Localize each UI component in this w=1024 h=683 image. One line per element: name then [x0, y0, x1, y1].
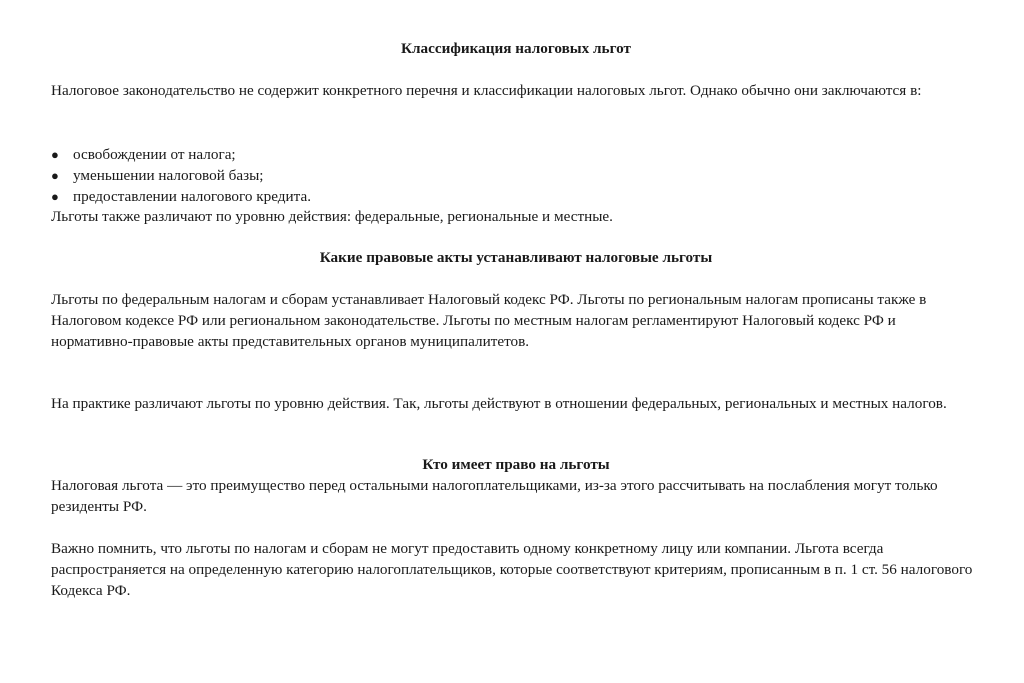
- definition-paragraph: Налоговая льгота — это преимущество перед остальными налогоплательщиками, из-за этого рассчитывать на послабления могут только резиденты РФ.: [51, 477, 938, 515]
- practice-paragraph: На практике различают льготы по уровню действия. Так, льготы действуют в отношении федеральных, региональных и местных налогов.: [51, 395, 947, 412]
- bullet-icon: ●: [51, 168, 59, 183]
- legal-acts-paragraph: Льготы по федеральным налогам и сборам устанавливает Налоговый кодекс РФ. Льготы по региональным налогам прописаны также в Налоговом кодексе РФ или региональном законодательстве. Льготы по местным налогам регламентируют Налоговый кодекс РФ и нормативно-правовые акты представительных органов муниципалитетов.: [51, 291, 927, 350]
- levels-paragraph: Льготы также различают по уровню действия: федеральные, региональные и местные.: [51, 208, 613, 225]
- bullet-icon: ●: [51, 147, 59, 162]
- list-item: ● освобождении от налога;: [51, 146, 236, 163]
- bullet-icon: ●: [51, 189, 59, 204]
- intro-paragraph: Налоговое законодательство не содержит конкретного перечня и классификации налоговых льгот. Однако обычно они заключаются в:: [51, 82, 922, 99]
- section-heading-eligibility: Кто имеет право на льготы: [422, 456, 610, 473]
- document-page: [51, 0, 981, 683]
- benefits-list: [51, 144, 981, 207]
- list-item: ● предоставлении налогового кредита.: [51, 188, 311, 205]
- list-item: ● уменьшении налоговой базы;: [51, 167, 264, 184]
- section-heading-classification: Классификация налоговых льгот: [401, 40, 631, 57]
- important-note-paragraph: Важно помнить, что льготы по налогам и сборам не могут предоставить одному конкретному лицу или компании. Льгота всегда распространяется на определенную категорию налогоплательщиков, которые соответствуют критериям, прописанным в п. 1 ст. 56 налогового Кодекса РФ.: [51, 540, 973, 599]
- section-heading-legal-acts: Какие правовые акты устанавливают налоговые льготы: [319, 249, 713, 266]
